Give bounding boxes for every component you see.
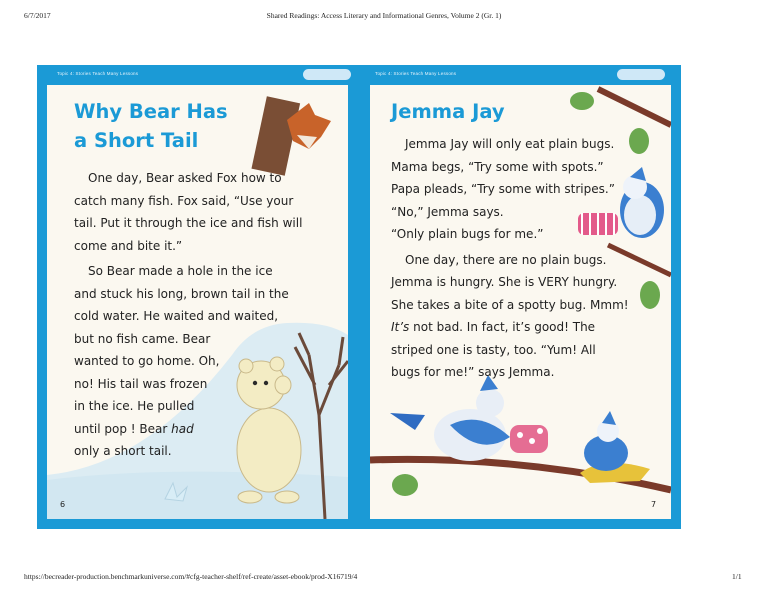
leaf — [392, 474, 418, 496]
jay-head — [476, 389, 504, 417]
text-line: come and bite it.” — [74, 238, 183, 253]
right-topic-label: Topic 4: Stories Teach Many Lessons — [375, 71, 457, 76]
branch — [598, 89, 671, 125]
left-topic-label: Topic 4: Stories Teach Many Lessons — [57, 71, 139, 76]
jay-tail — [390, 413, 425, 430]
emphasis-word: had — [171, 421, 194, 436]
text-line: tail. Put it through the ice and fish will — [74, 216, 303, 230]
text-line: She takes a bite of a spotty bug. Mmm! — [391, 297, 629, 312]
text-line: in the ice. He pulled — [74, 399, 195, 413]
right-paragraph-2 — [391, 249, 661, 384]
frozen-lake — [47, 472, 348, 519]
text-line: “No,” Jemma says. — [391, 204, 504, 219]
text-line: One day, Bear asked Fox how to — [88, 171, 282, 185]
leaf — [570, 92, 594, 110]
right-paragraph-1 — [391, 133, 661, 246]
print-page-count: 1/1 — [732, 572, 742, 581]
book-spread — [37, 65, 681, 529]
text-line: So Bear made a hole in the ice — [88, 264, 273, 278]
text-line: not bad. In fact, it’s good! The — [409, 320, 596, 334]
jay-crest — [602, 411, 616, 425]
text-line: One day, there are no plain bugs. — [405, 252, 607, 267]
text-line: bugs for me!” says Jemma. — [391, 365, 555, 379]
emphasis-word: It’s — [391, 320, 410, 334]
text-line: Papa pleads, “Try some with stripes.” — [391, 182, 615, 196]
text-line: but no fish came. Bear — [74, 331, 211, 346]
text-line: catch many fish. Fox said, “Use your — [74, 193, 294, 208]
print-document-title: Shared Readings: Access Literary and Informational Genres, Volume 2 (Gr. 1) — [266, 11, 502, 20]
left-page-number: 6 — [60, 500, 66, 509]
text-line: striped one is tasty, too. “Yum! All — [391, 342, 596, 357]
left-title-line2: a Short Tail — [74, 129, 199, 152]
print-date: 6/7/2017 — [24, 11, 51, 20]
text-line: cold water. He waited and waited, — [74, 309, 279, 323]
text-line: Jemma Jay will only eat plain bugs. — [405, 137, 615, 151]
text-line: Jemma is hungry. She is VERY hungry. — [391, 275, 618, 289]
print-url: https://becreader-production.benchmarkuniverse.com/#cfg-teacher-shelf/ref-create/asset-ebook/prod-X16719/4 — [24, 572, 358, 581]
text-line: “Only plain bugs for me.” — [391, 227, 544, 241]
left-header-tab — [303, 69, 351, 80]
left-page — [47, 85, 348, 519]
left-story-text — [74, 167, 344, 463]
text-line: wanted to go home. Oh, — [74, 354, 220, 368]
right-page-number: 7 — [651, 500, 657, 509]
right-story-text — [391, 133, 661, 384]
right-page-title: Jemma Jay — [391, 100, 505, 123]
text-line: until pop ! Bear — [74, 421, 172, 436]
text-line: only a short tail. — [74, 444, 172, 458]
text-line: Mama begs, “Try some with spots.” — [391, 159, 604, 174]
right-header-tab — [617, 69, 665, 80]
text-line: and stuck his long, brown tail in the — [74, 286, 289, 301]
left-paragraph-2 — [74, 260, 344, 463]
left-paragraph-1 — [74, 167, 344, 257]
text-line: no! His tail was frozen — [74, 376, 208, 391]
left-title-line1: Why Bear Has — [74, 100, 228, 123]
left-page-title — [74, 97, 228, 155]
right-page — [370, 85, 671, 519]
